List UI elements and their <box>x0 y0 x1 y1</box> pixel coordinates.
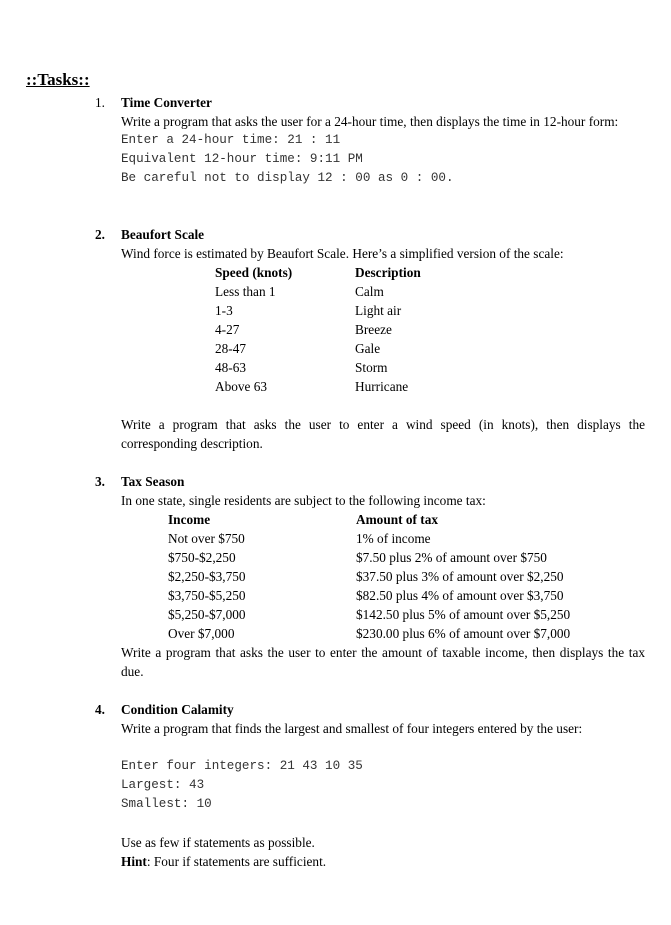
code-line: Enter four integers: 21 43 10 35 <box>121 759 363 773</box>
table-cell: Breeze <box>355 322 392 337</box>
task-title: Tax Season <box>121 474 185 489</box>
table-cell: $82.50 plus 4% of amount over $3,750 <box>356 588 564 603</box>
table-row <box>215 320 421 339</box>
task-instruction: Write a program that asks the user to enter the amount of taxable income, then displays the tax due. <box>121 645 645 679</box>
table-header-row <box>168 510 570 529</box>
task-item <box>95 700 645 871</box>
task-title: Time Converter <box>121 95 212 110</box>
table-cell: $230.00 plus 6% of amount over $7,000 <box>356 626 571 641</box>
column-header: Description <box>355 265 421 280</box>
table-row <box>215 339 421 358</box>
task-number: 4. <box>95 702 105 717</box>
task-title: Condition Calamity <box>121 702 234 717</box>
code-line: Largest: 43 <box>121 778 205 792</box>
table-row <box>168 529 570 548</box>
task-instruction: Write a program that asks the user to enter a wind speed (in knots), then displays the corresponding description. <box>121 417 645 451</box>
column-header: Speed (knots) <box>215 265 293 280</box>
table-cell: Storm <box>355 360 388 375</box>
table-cell: $5,250-$7,000 <box>168 607 246 622</box>
task-description: In one state, single residents are subject to the following income tax: <box>121 493 486 508</box>
task-description: Write a program that finds the largest and smallest of four integers entered by the user: <box>121 721 583 736</box>
task-hint <box>121 852 645 871</box>
beaufort-table <box>215 263 421 396</box>
hint-text: : Four if statements are sufficient. <box>146 854 327 869</box>
table-cell: Over $7,000 <box>168 626 235 641</box>
table-cell: $2,250-$3,750 <box>168 569 246 584</box>
table-cell: 28-47 <box>215 341 247 356</box>
table-cell: Light air <box>355 303 402 318</box>
code-line: Equivalent 12-hour time: 9:11 PM <box>121 152 363 166</box>
page-heading: ::Tasks:: <box>26 70 90 89</box>
table-row <box>168 586 570 605</box>
table-cell: 1-3 <box>215 303 233 318</box>
table-row <box>168 567 570 586</box>
table-header-row <box>215 263 421 282</box>
task-item <box>95 225 645 453</box>
hint-label: Hint <box>121 854 147 869</box>
task-title: Beaufort Scale <box>121 227 205 242</box>
code-line: Be careful not to display 12 : 00 as 0 : 00. <box>121 171 454 185</box>
table-row <box>168 548 570 567</box>
table-cell: Above 63 <box>215 379 268 394</box>
table-cell: 48-63 <box>215 360 247 375</box>
table-row <box>168 624 570 643</box>
task-description: Wind force is estimated by Beaufort Scale. Here’s a simplified version of the scale: <box>121 246 564 261</box>
table-cell: $3,750-$5,250 <box>168 588 246 603</box>
table-cell: Gale <box>355 341 381 356</box>
table-cell: Not over $750 <box>168 531 245 546</box>
column-header: Amount of tax <box>356 512 438 527</box>
tax-table <box>168 510 570 643</box>
table-row <box>215 377 421 396</box>
table-row <box>215 282 421 301</box>
column-header: Income <box>168 512 211 527</box>
table-row <box>215 301 421 320</box>
table-cell: $7.50 plus 2% of amount over $750 <box>356 550 547 565</box>
table-cell: $37.50 plus 3% of amount over $2,250 <box>356 569 564 584</box>
task-item <box>95 93 645 188</box>
task-number: 2. <box>95 227 105 242</box>
table-cell: Hurricane <box>355 379 409 394</box>
table-row <box>168 605 570 624</box>
task-note: Use as few if statements as possible. <box>121 835 315 850</box>
table-cell: $750-$2,250 <box>168 550 236 565</box>
table-cell: $142.50 plus 5% of amount over $5,250 <box>356 607 571 622</box>
task-number: 1. <box>95 95 105 110</box>
code-line: Smallest: 10 <box>121 797 212 811</box>
task-item <box>95 472 645 681</box>
table-cell: 4-27 <box>215 322 240 337</box>
table-cell: Calm <box>355 284 384 299</box>
task-number: 3. <box>95 474 105 489</box>
task-description: Write a program that asks the user for a 24-hour time, then displays the time in 12-hour form: <box>121 114 619 129</box>
table-row <box>215 358 421 377</box>
table-cell: Less than 1 <box>215 284 276 299</box>
code-line: Enter a 24-hour time: 21 : 11 <box>121 133 341 147</box>
table-cell: 1% of income <box>356 531 431 546</box>
